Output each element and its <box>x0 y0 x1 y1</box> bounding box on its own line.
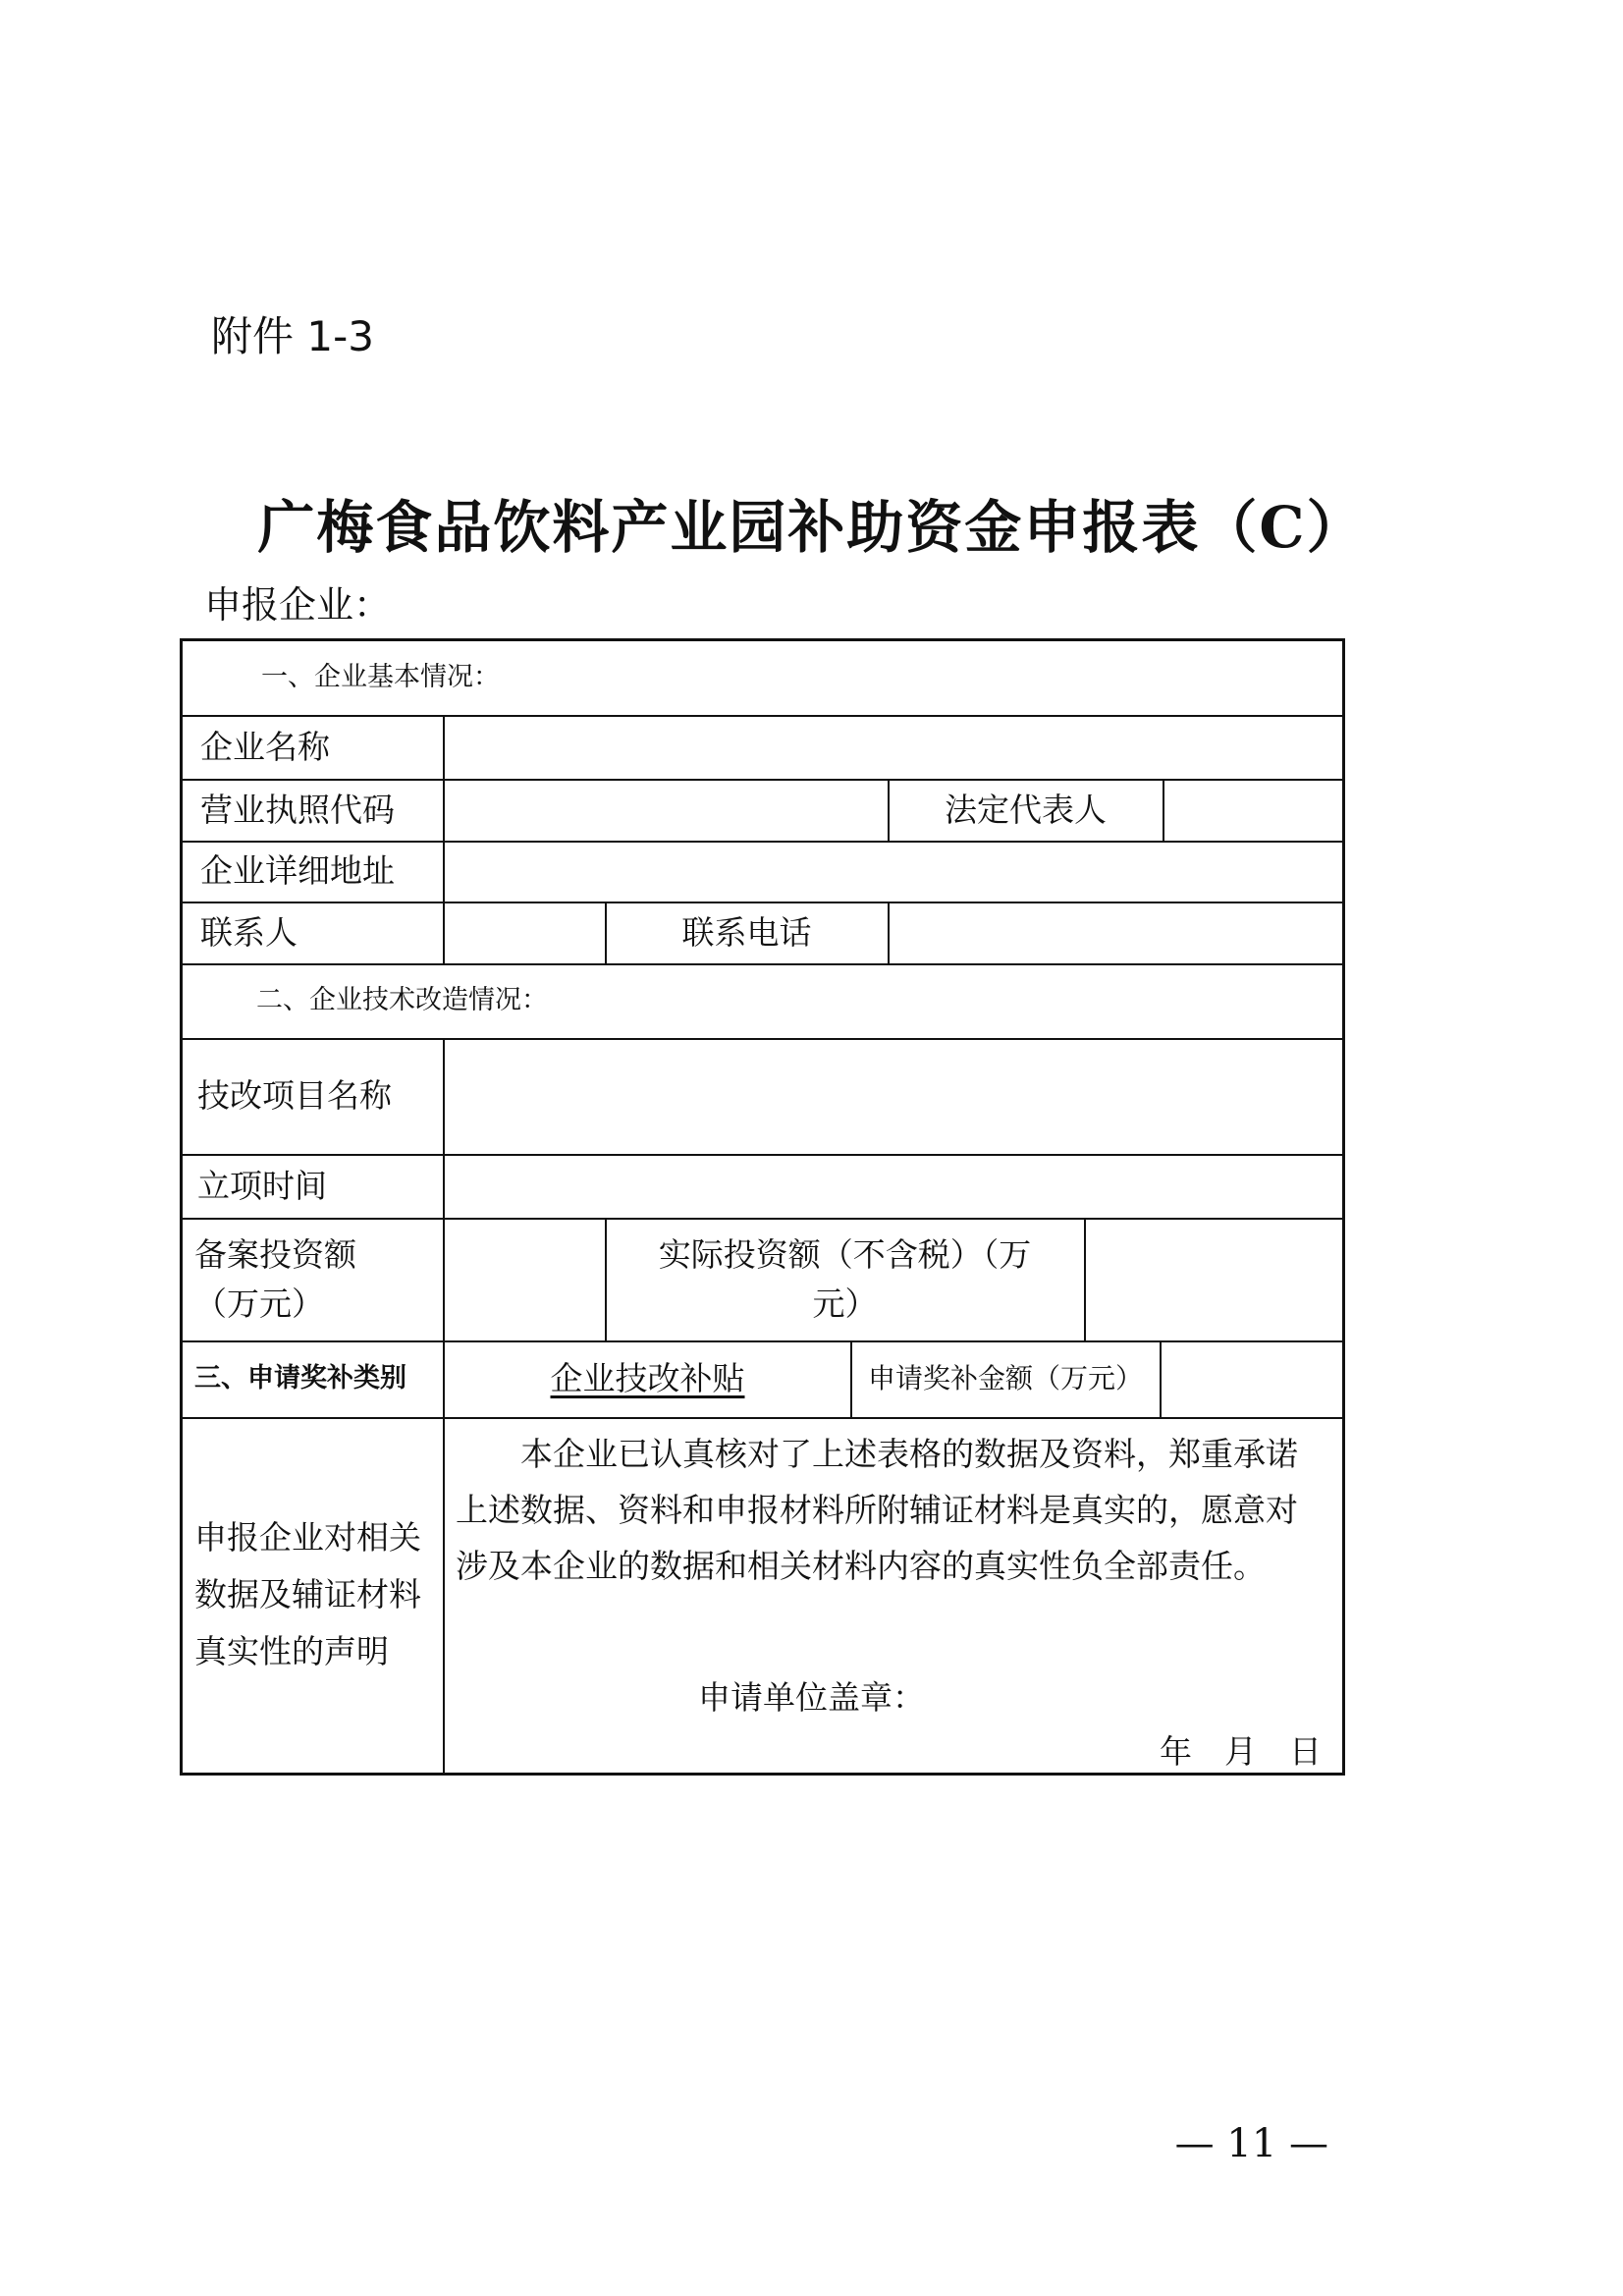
filed-investment-label-line1: 备案投资额 <box>194 1235 356 1274</box>
legal-rep-label: 法定代表人 <box>945 790 1107 829</box>
license-code-field[interactable] <box>446 779 887 841</box>
declaration-label-line2: 数据及辅证材料 <box>194 1575 421 1614</box>
section1-heading: 一、企业基本情况： <box>261 662 500 693</box>
subsidy-amount-field[interactable] <box>1162 1340 1341 1417</box>
subsidy-category-text: 企业技改补贴 <box>550 1359 745 1398</box>
subsidy-amount-label: 申请奖补金额（万元） <box>867 1362 1143 1394</box>
actual-investment-label-line2: 元） <box>812 1284 878 1323</box>
actual-investment-field[interactable] <box>1086 1218 1341 1340</box>
phone-label: 联系电话 <box>681 912 812 952</box>
declaration-label <box>194 1417 440 1773</box>
stamp-label: 申请单位盖章： <box>698 1678 925 1717</box>
application-form-table <box>180 638 1345 1776</box>
license-code-label: 营业执照代码 <box>200 790 395 829</box>
address-label: 企业详细地址 <box>200 851 395 891</box>
subsidy-category-value <box>446 1340 849 1417</box>
address-field[interactable] <box>446 841 1341 902</box>
filed-investment-field[interactable] <box>446 1218 604 1340</box>
date-label: 年 月 日 <box>1160 1732 1322 1771</box>
approval-time-label: 立项时间 <box>197 1166 327 1205</box>
legal-rep-field[interactable] <box>1164 779 1341 841</box>
declaration-text: 本企业已认真核对了上述表格的数据及资料，郑重承诺上述数据、资料和申报材料所附辅证材料是真实的，愿意对涉及本企业的数据和相关材料内容的真实性负全部责任。 <box>456 1435 1298 1585</box>
company-name-label: 企业名称 <box>200 727 330 766</box>
filed-investment-label <box>194 1218 356 1340</box>
page-number: — 11 — <box>1174 2121 1328 2166</box>
section2-heading: 二、企业技术改造情况： <box>256 984 548 1015</box>
declaration-label-line1: 申报企业对相关 <box>194 1518 421 1558</box>
project-name-field[interactable] <box>446 1038 1341 1154</box>
declaration-label-line3: 真实性的声明 <box>194 1631 389 1670</box>
contact-field[interactable] <box>446 902 604 963</box>
contact-label: 联系人 <box>200 912 298 952</box>
filed-investment-label-line2: （万元） <box>194 1284 324 1323</box>
approval-time-field[interactable] <box>446 1154 1341 1218</box>
form-title: 广梅食品饮料产业园补助资金申报表（C） <box>257 494 1366 561</box>
attachment-label: 附件 1-3 <box>211 312 374 360</box>
section3-heading: 三、申请奖补类别 <box>194 1362 406 1394</box>
applicant-label: 申报企业： <box>204 583 392 627</box>
project-name-label: 技改项目名称 <box>197 1076 392 1116</box>
actual-investment-label <box>607 1218 1083 1340</box>
phone-field[interactable] <box>890 902 1341 963</box>
company-name-field[interactable] <box>446 715 1341 779</box>
actual-investment-label-line1: 实际投资额（不含税）（万 <box>658 1235 1032 1274</box>
